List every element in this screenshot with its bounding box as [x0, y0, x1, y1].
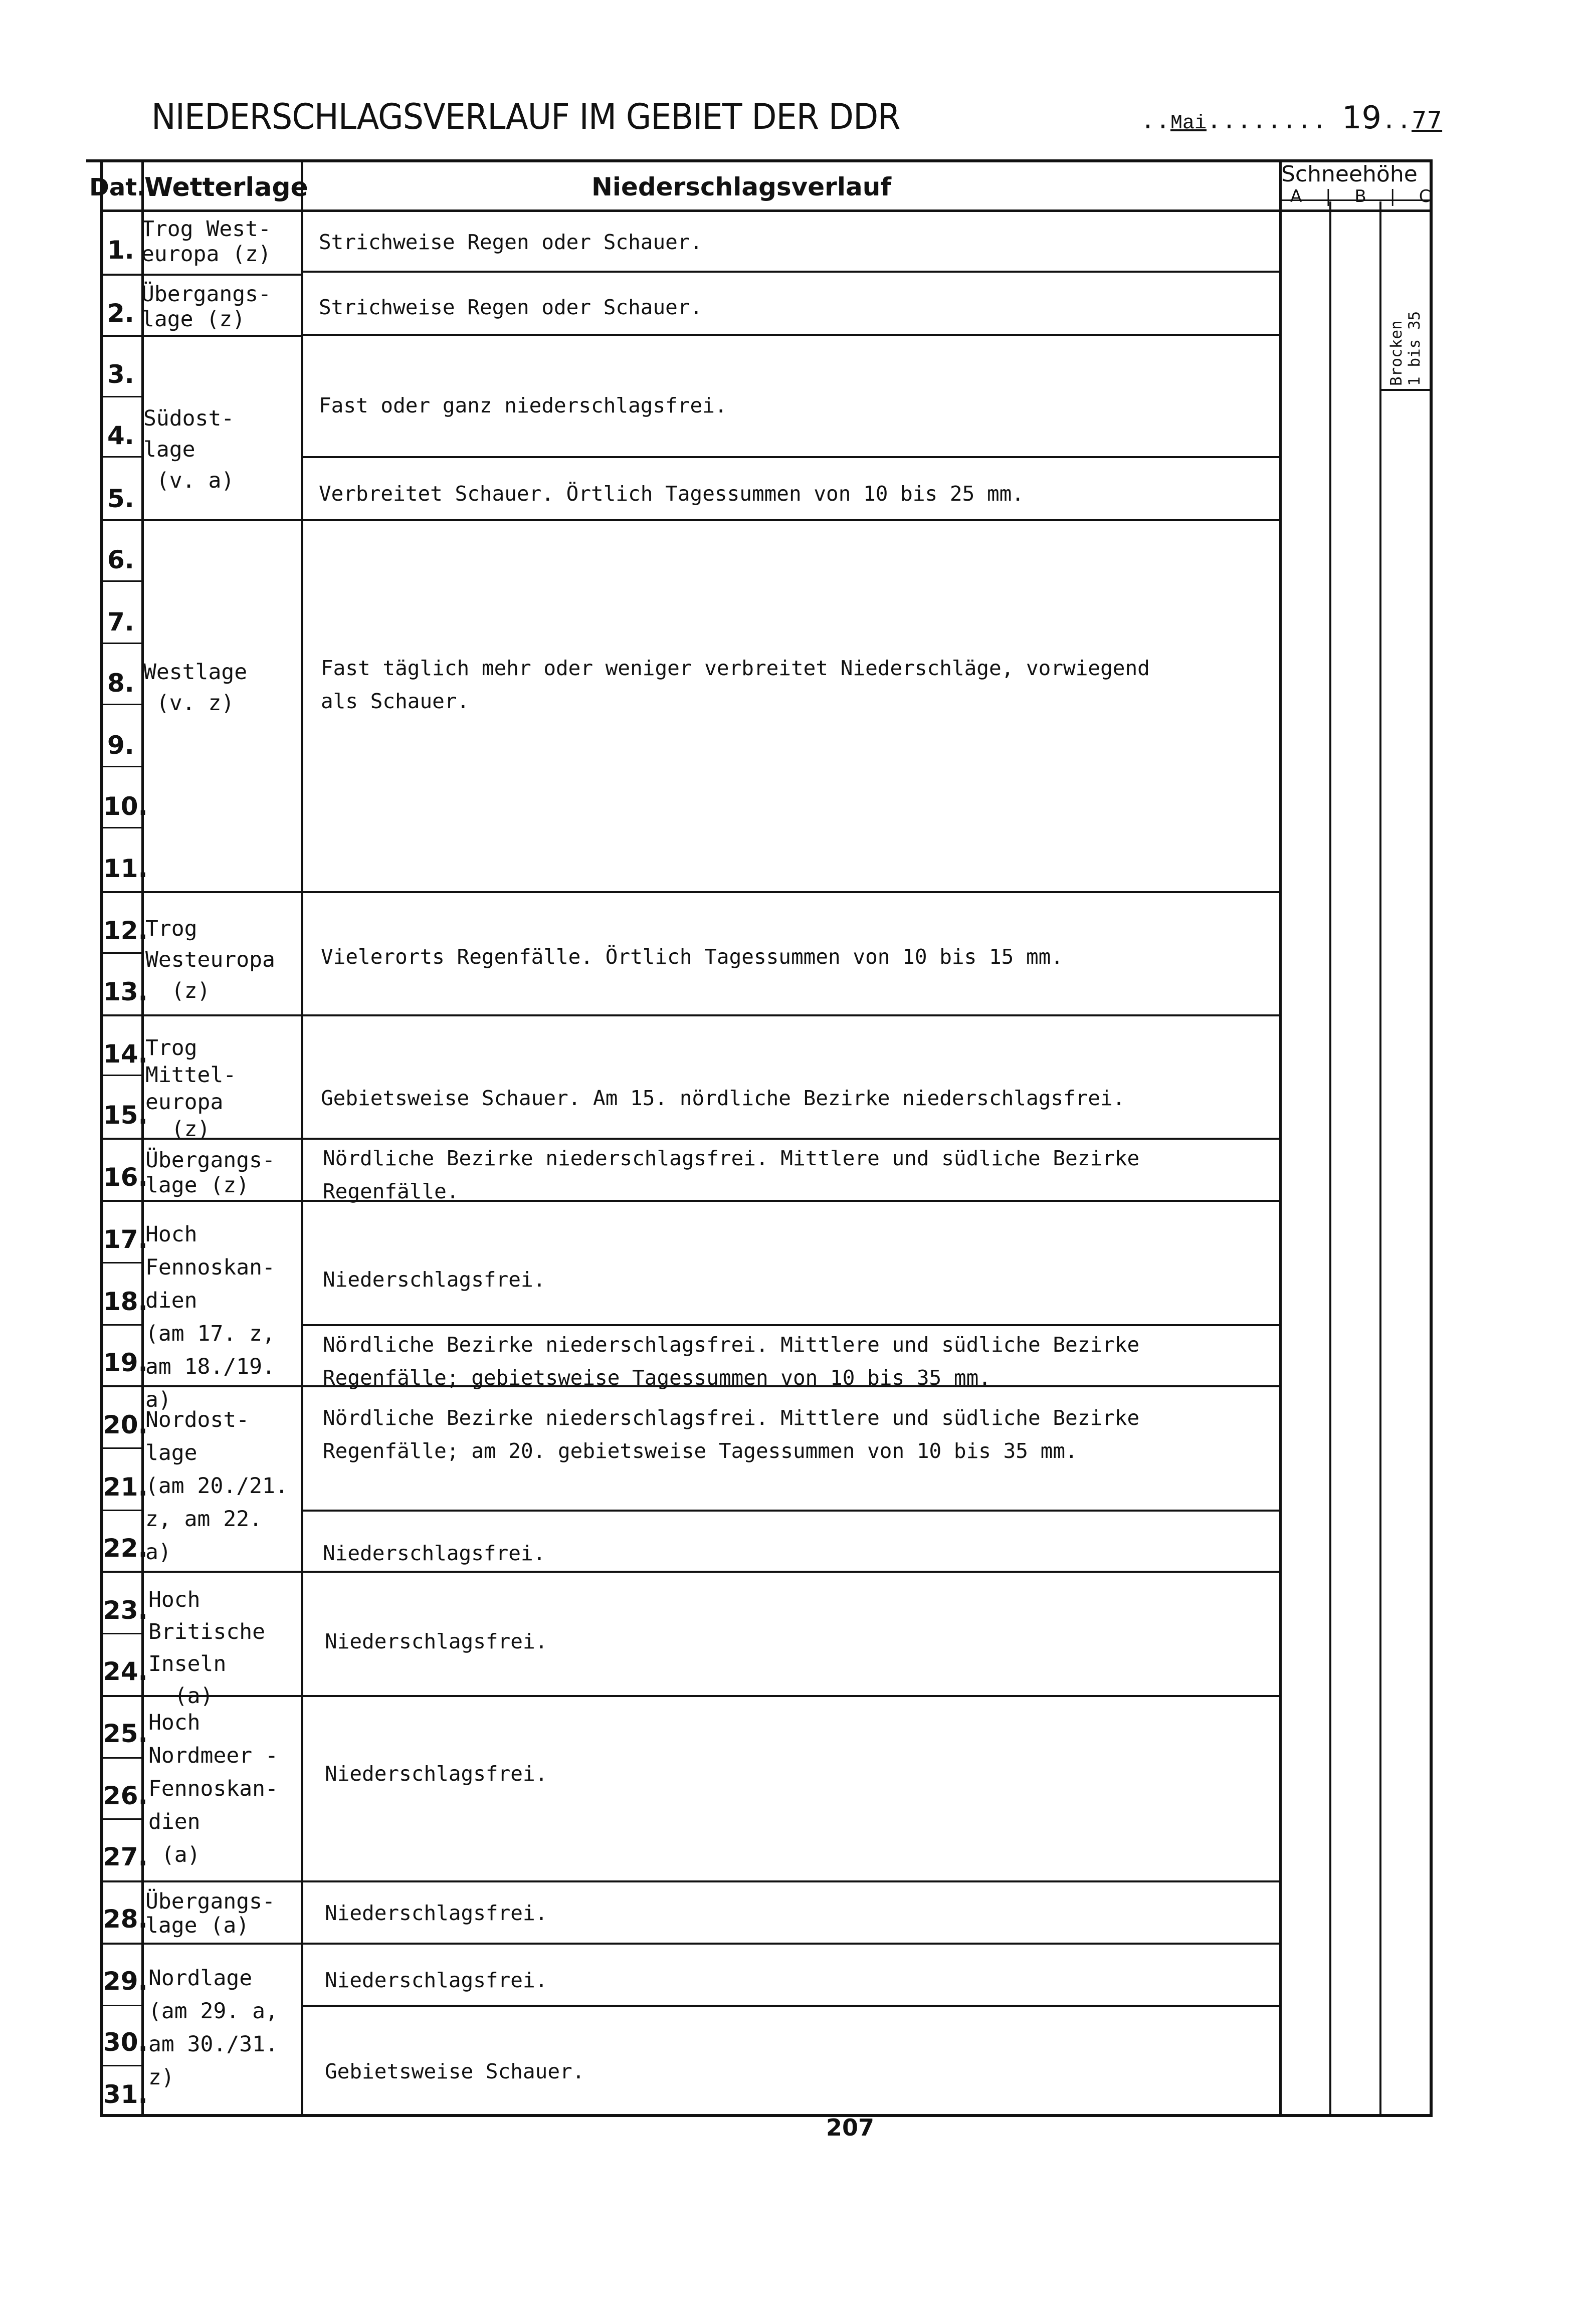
day-sep: [100, 827, 143, 828]
page-title: NIEDERSCHLAGSVERLAUF IM GEBIET DER DDR: [151, 96, 900, 137]
page-number: 207: [826, 2114, 875, 2141]
precip-sep: [301, 2005, 1281, 2007]
day-sep: [100, 643, 143, 644]
day-number: 21.: [103, 1472, 148, 1502]
col-header-precip: Niederschlagsverlauf: [591, 172, 892, 201]
year-prefix: 19: [1342, 99, 1381, 136]
precip-text: Nördliche Bezirke niederschlagsfrei. Mittlere und südliche Bezirke Regenfälle.: [323, 1146, 1140, 1203]
day-number: 31.: [103, 2080, 148, 2109]
day-number: 19.: [103, 1348, 148, 1377]
precip-text: Gebietsweise Schauer. Am 15. nördliche Bezirke niederschlagsfrei.: [321, 1086, 1125, 1110]
precip-text: Niederschlagsfrei.: [325, 1968, 548, 1992]
day-sep: [100, 2065, 143, 2066]
precip-text: Fast oder ganz niederschlagsfrei.: [319, 393, 727, 417]
day-sep: [100, 580, 143, 582]
month-year: [1140, 99, 1442, 136]
weather-situation: Trog Mittel- europa (z): [145, 1035, 237, 1142]
day-number: 18.: [103, 1287, 148, 1316]
snow-box-bottom: [1379, 389, 1433, 391]
day-sep: [100, 2005, 143, 2006]
day-number: 25.: [103, 1719, 148, 1748]
precip-sep: [301, 1695, 1281, 1697]
day-sep: [100, 456, 143, 458]
precip-sep: [301, 1510, 1281, 1512]
day-number: 23.: [103, 1596, 148, 1625]
weather-situation: Nordost- lage (am 20./21. z, am 22. a): [145, 1407, 288, 1565]
day-sep: [100, 335, 303, 337]
precip-text: Strichweise Regen oder Schauer.: [319, 230, 703, 254]
day-number: 26.: [103, 1781, 148, 1810]
precip-sep: [301, 891, 1281, 893]
day-sep: [100, 519, 303, 521]
day-number: 20.: [103, 1410, 148, 1439]
day-number: 8.: [107, 669, 134, 698]
precip-sep: [301, 271, 1281, 273]
day-number: 13.: [103, 977, 148, 1006]
day-number: 5.: [107, 484, 134, 513]
precip-text: Fast täglich mehr oder weniger verbreitet Niederschläge, vorwiegend als Schauer.: [321, 656, 1150, 713]
day-sep: [100, 1818, 143, 1820]
year-suffix: 77: [1412, 106, 1443, 134]
day-sep: [100, 952, 143, 954]
day-sep: [100, 274, 303, 276]
precip-text: Verbreitet Schauer. Örtlich Tagessummen von 10 bis 25 mm.: [319, 482, 1024, 506]
precip-text: Nördliche Bezirke niederschlagsfrei. Mittlere und südliche Bezirke Regenfälle; gebietsweise Tagessummen von 10 bis 35 mm.: [323, 1333, 1140, 1390]
day-number: 16.: [103, 1163, 148, 1192]
day-sep: [100, 1757, 143, 1759]
day-sep: [100, 1571, 303, 1573]
precip-text: Strichweise Regen oder Schauer.: [319, 295, 703, 319]
precip-sep: [301, 456, 1281, 458]
month-label: Mai: [1170, 112, 1207, 135]
col-header-snow: Schneehöhe: [1281, 161, 1418, 187]
weather-situation: Nordlage (am 29. a, am 30./31. z): [148, 1966, 278, 2090]
weather-situation: Hoch Nordmeer - Fennoskan- dien (a): [148, 1710, 278, 1867]
day-sep: [100, 704, 143, 705]
snow-range: 1 bis 35: [1406, 311, 1424, 386]
weather-situation: Übergangs- lage (a): [145, 1889, 275, 1938]
day-number: 9.: [107, 731, 134, 760]
snow-station: Brocken: [1387, 320, 1406, 386]
day-sep: [100, 1880, 303, 1882]
day-sep: [100, 766, 143, 767]
col-header-date: Dat.: [89, 173, 146, 201]
day-number: 4.: [107, 421, 134, 450]
precip-sep: [301, 1014, 1281, 1016]
weather-situation: Trog Westeuropa (z): [145, 916, 275, 1003]
precip-text: Niederschlagsfrei.: [325, 1901, 548, 1925]
header-separator: [100, 209, 1433, 212]
year-dots: ..: [1381, 108, 1412, 136]
precip-sep: [301, 334, 1281, 336]
weather-situation: Übergangs- lage (z): [145, 1148, 275, 1198]
weather-situation: Hoch Britische Inseln (a): [148, 1587, 265, 1709]
day-number: 3.: [107, 360, 134, 389]
precip-text: Niederschlagsfrei.: [325, 1629, 548, 1653]
day-sep: [100, 1014, 303, 1016]
col-header-snow-sub: A | B | C: [1290, 186, 1440, 206]
month-dots-before: ..: [1140, 108, 1171, 136]
weather-situation: Westlage (v. z): [143, 660, 248, 716]
weather-situation: Südost- lage (v. a): [143, 406, 235, 493]
precip-sep: [301, 519, 1281, 521]
day-number: 29.: [103, 1967, 148, 1996]
day-number: 12.: [103, 916, 148, 945]
day-number: 27.: [103, 1842, 148, 1871]
frame-right: [1430, 159, 1433, 2117]
day-sep: [100, 1262, 143, 1263]
precip-text: Niederschlagsfrei.: [325, 1762, 548, 1786]
precip-text: Niederschlagsfrei.: [323, 1541, 546, 1565]
day-number: 17.: [103, 1225, 148, 1254]
day-number: 28.: [103, 1905, 148, 1934]
day-number: 1.: [107, 236, 134, 265]
col-header-weather: Wetterlage: [144, 172, 308, 202]
weather-situation: Trog West- europa (z): [141, 217, 271, 267]
weather-situation: Übergangs- lage (z): [141, 282, 271, 332]
month-dots-after: ........: [1207, 108, 1327, 136]
day-sep: [100, 396, 143, 397]
day-number: 14.: [103, 1039, 148, 1069]
day-number: 6.: [107, 545, 134, 574]
frame-bottom: [100, 2114, 1433, 2117]
snow-box-left: [1379, 271, 1381, 391]
day-number: 15.: [103, 1101, 148, 1130]
day-sep: [100, 1447, 143, 1449]
day-sep: [100, 891, 303, 893]
precip-sep: [301, 1943, 1281, 1945]
precip-sep: [301, 1138, 1281, 1140]
precip-sep: [301, 1324, 1281, 1326]
day-number: 22.: [103, 1534, 148, 1563]
day-number: 11.: [103, 854, 148, 883]
day-sep: [100, 1324, 143, 1326]
col-sep-snow-b: [1379, 201, 1381, 2117]
day-sep: [100, 1200, 303, 1202]
day-sep: [100, 1075, 143, 1076]
frame-top: [86, 159, 1433, 162]
precip-text: Niederschlagsfrei.: [323, 1267, 546, 1292]
day-sep: [100, 1633, 143, 1634]
snow-note: [1384, 271, 1433, 386]
weather-situation: Hoch Fennoskan- dien (am 17. z, am 18./19. a): [145, 1222, 275, 1412]
precip-sep: [301, 1571, 1281, 1573]
precip-text: Gebietsweise Schauer.: [325, 2059, 585, 2083]
day-sep: [100, 1943, 303, 1945]
day-sep: [100, 1510, 143, 1511]
day-number: 30.: [103, 2028, 148, 2057]
day-number: 24.: [103, 1657, 148, 1686]
day-number: 7.: [107, 607, 134, 637]
precip-text: Vielerorts Regenfälle. Örtlich Tagessummen von 10 bis 15 mm.: [321, 945, 1064, 969]
precip-sep: [301, 1880, 1281, 1882]
day-number: 2.: [107, 299, 134, 328]
col-sep-snow-a: [1329, 201, 1331, 2117]
day-number: 10.: [103, 792, 148, 821]
precip-text: Nördliche Bezirke niederschlagsfrei. Mittlere und südliche Bezirke Regenfälle; am 20. gebietsweise Tagessummen von 10 bis 35 mm.: [323, 1406, 1140, 1463]
